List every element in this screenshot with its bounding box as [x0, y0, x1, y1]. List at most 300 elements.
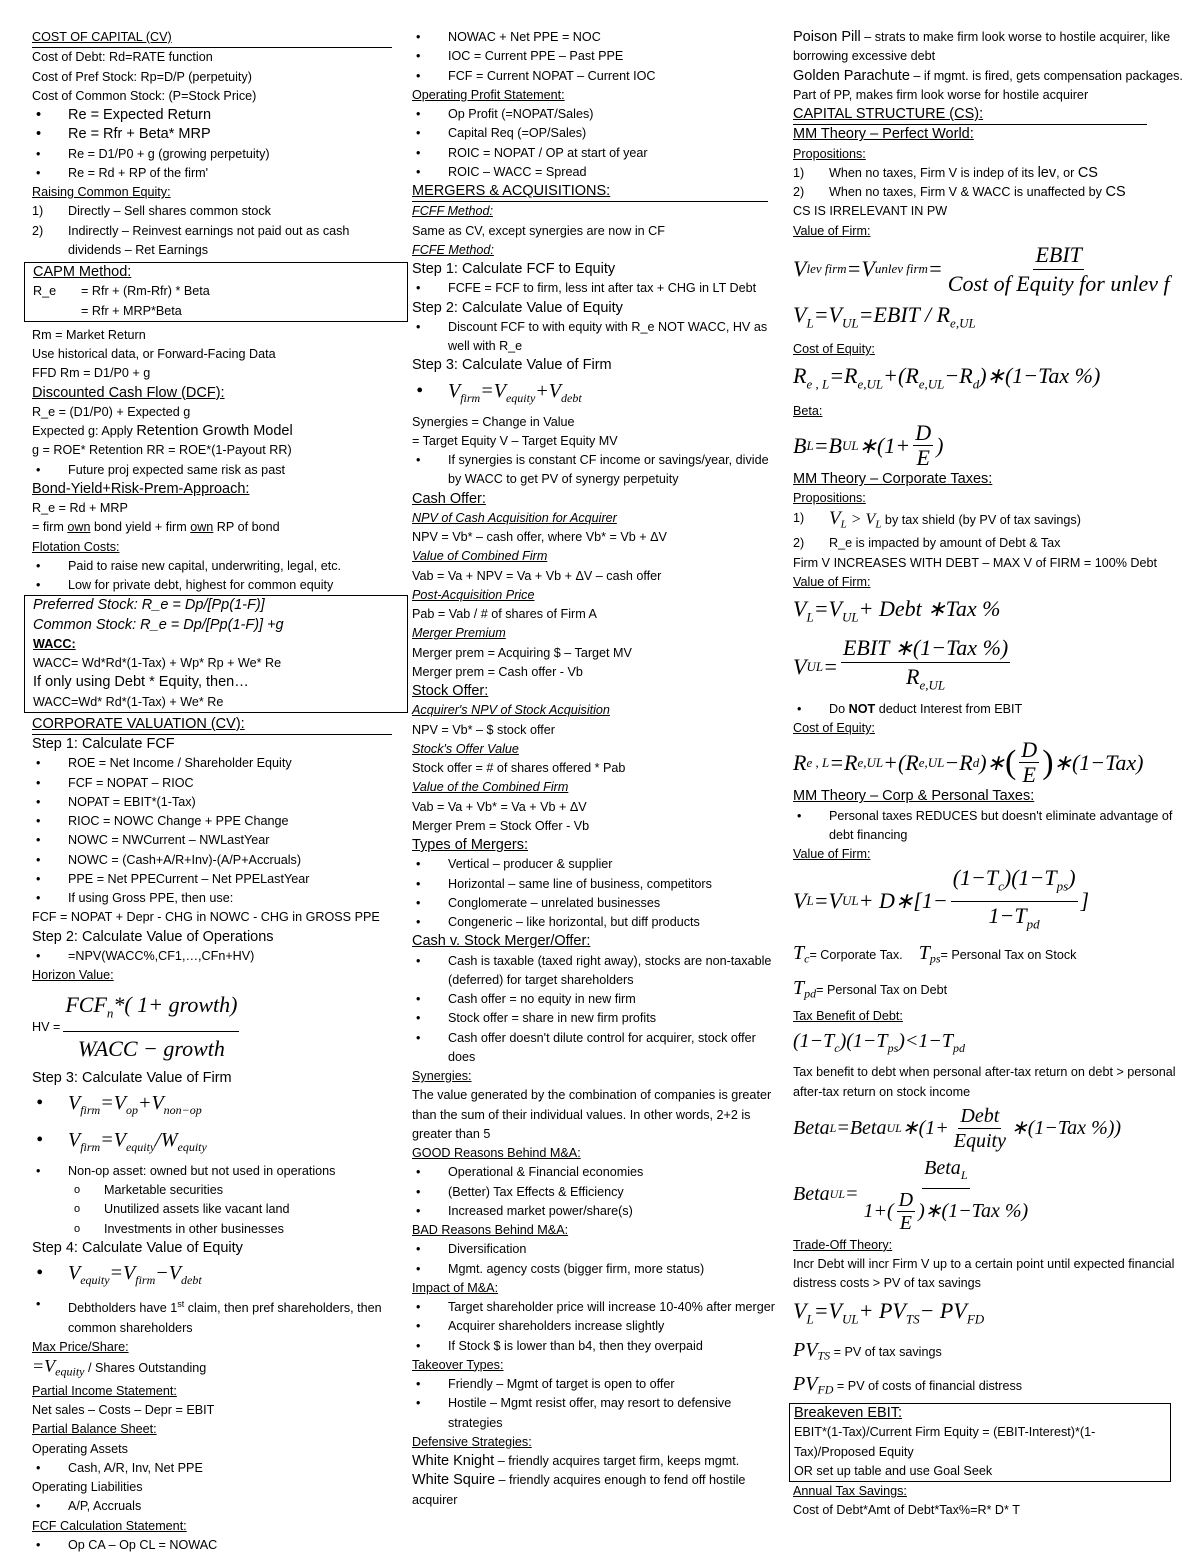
text: own — [67, 520, 91, 535]
text: Equity — [953, 1129, 1006, 1152]
good-reason-bullet: • (Better) Tax Effects & Efficiency — [412, 1183, 784, 1202]
poison-pill-line — [793, 28, 1193, 67]
beta-heading: Beta: — [793, 403, 823, 418]
breakeven-ebit-heading: Breakeven EBIT: — [794, 1405, 902, 1422]
firm-value-formula-1 — [32, 1088, 392, 1125]
cash-v-stock-bullet: • Cash offer doesn't dilute control for acquirer, stock offer does — [412, 1029, 784, 1068]
text: +V — [535, 379, 561, 402]
cash-v-stock-heading: Cash v. Stock Merger/Offer: — [412, 933, 591, 950]
text: ps — [1056, 878, 1069, 894]
text: −R — [944, 749, 973, 775]
text: TS — [817, 1348, 831, 1363]
non-op-asset-bullet: • Non-op asset: owned but not used in operations — [32, 1162, 392, 1181]
text: e,UL — [918, 376, 945, 392]
stock-offer-value-heading: Stock's Offer Value — [412, 741, 519, 756]
text: = PV of costs of financial distress — [833, 1378, 1023, 1393]
synergies-heading: Synergies: — [412, 1069, 472, 1083]
raising-common-equity-heading: Raising Common Equity: — [32, 185, 171, 199]
partial-income-statement-line: Net sales – Costs – Depr = EBIT — [32, 1403, 215, 1418]
text: =R — [829, 363, 858, 389]
capital-structure-heading: CAPITAL STRUCTURE (CS): — [793, 105, 1147, 125]
text: e,UL — [950, 315, 976, 331]
cost-of-pref-stock-line: Cost of Pref Stock: Rp=D/P (perpetuity) — [32, 69, 252, 84]
wacc-note: If only using Debt * Equity, then… — [33, 674, 249, 691]
text: )<1−T — [898, 1030, 954, 1053]
text: – friendly acquires target firm, keeps mgmt. — [494, 1454, 740, 1468]
trade-off-theory-heading: Trade-Off Theory: — [793, 1237, 893, 1252]
text: e,UL — [918, 754, 945, 770]
text: T — [918, 942, 930, 965]
text: debt — [561, 390, 582, 405]
mm-corporate-taxes-heading: MM Theory – Corporate Taxes: — [793, 471, 993, 488]
fcf-calculation-heading: FCF Calculation Statement: — [32, 1518, 187, 1533]
cash-v-stock-bullet: • Cash is taxable (taxed right away), stocks are non-taxable (deferred) for target shareholders — [412, 952, 784, 991]
common-stock-line: Common Stock: R_e = Dp/[Pp(1-F)] +g — [33, 616, 284, 633]
text: )∗(1−Tax %) — [979, 363, 1101, 389]
text: FD — [966, 1311, 985, 1327]
text: e,UL — [857, 754, 884, 770]
text: = — [845, 1183, 859, 1206]
text: V — [793, 301, 807, 327]
cost-of-equity-heading-2: Cost of Equity: — [793, 721, 875, 736]
synergies-bullet: • If synergies is constant CF income or savings/year, divide by WACC to get PV of synergy perpetuity — [412, 451, 784, 490]
rm-line: Rm = Market Return — [32, 327, 146, 342]
cost-of-equity-heading: Cost of Equity: — [793, 342, 875, 357]
npv-cash-line: NPV = Vb* – cash offer, where Vb* = Vb + ΔV — [412, 530, 667, 544]
wacc-formula: WACC= Wd*Rd*(1-Tax) + Wp* Rp + We* Re — [33, 656, 282, 670]
hv-numerator — [63, 988, 239, 1031]
ma-step-2-bullet: • Discount FCF to with equity with R_e NOT WACC, HV as well with R_e — [412, 318, 784, 357]
merger-type-bullet: • Horizontal – same line of business, competitors — [412, 875, 784, 894]
hv-denominator: WACC − growth — [77, 1035, 225, 1061]
step-1-bullet: • NOWC = (Cash+A/R+Inv)-(A/P+Accruals) — [32, 851, 392, 870]
text: T — [793, 976, 805, 999]
bu-fraction — [862, 1155, 1031, 1234]
propositions-heading: Propositions: — [793, 146, 866, 161]
text: =V — [813, 596, 842, 622]
text: e , L — [806, 754, 830, 770]
flotation-bullet: • Low for private debt, highest for common equity — [32, 576, 392, 595]
text: =EBIT / R — [858, 301, 951, 327]
impact-bullet: • Acquirer shareholders increase slightly — [412, 1317, 784, 1336]
text: − PV — [919, 1297, 967, 1323]
text: UL — [841, 437, 859, 453]
debtholders-bullet — [32, 1295, 392, 1338]
text: L — [829, 1121, 837, 1136]
text: V — [448, 379, 461, 402]
value-combined-firm-heading-2: Value of the Combined Firm — [412, 780, 569, 795]
text: = firm — [32, 520, 68, 535]
text: V — [793, 1297, 807, 1323]
step-1-bullet: • NOWC = NWCurrent – NWLastYear — [32, 831, 392, 850]
text: e , L — [806, 376, 830, 392]
item-number: 2) — [32, 223, 44, 238]
text: pd — [953, 1041, 966, 1056]
wacc-formula: WACC=Wd* Rd*(1-Tax) + We* Re — [33, 694, 224, 709]
paren: ( — [1004, 743, 1017, 781]
text: =V — [109, 1262, 136, 1285]
text: equity — [505, 390, 536, 405]
tax-benefit-of-debt-heading: Tax Benefit of Debt: — [793, 1009, 903, 1024]
stock-offer-value-line: Stock offer = # of shares offered * Pab — [412, 761, 626, 775]
corp-proposition-1 — [793, 509, 1193, 535]
text: T — [793, 942, 805, 965]
text: EBIT ∗(1−Tax %) — [841, 634, 1010, 663]
text: Beta — [793, 1117, 830, 1140]
value-l-formula — [793, 298, 1193, 340]
text: +V — [137, 1091, 164, 1114]
text: Beta — [924, 1156, 961, 1179]
step-1-bullet: • ROE = Net Income / Shareholder Equity — [32, 754, 392, 773]
preferred-stock-line: Preferred Stock: R_e = Dp/[Pp(1-F)] — [33, 597, 265, 614]
text: )∗(1−Tax %) — [918, 1200, 1029, 1223]
text: UL — [886, 1121, 902, 1136]
bu-inner-fraction — [897, 1189, 915, 1234]
dcf-growth-prefix: Expected g: Apply — [32, 424, 137, 438]
tax-definitions-line — [793, 938, 1193, 974]
text: =V — [100, 1128, 126, 1151]
value-l-personal-tax-formula — [793, 864, 1193, 938]
text: CS — [1077, 164, 1098, 181]
text: – strats to make firm look worse to hostile acquirer, like borrowing excessive debt — [793, 30, 1171, 64]
text: bond yield + firm — [90, 520, 191, 535]
annual-tax-savings-line: Cost of Debt*Amt of Debt*Tax%=R* D* T — [793, 1503, 1020, 1518]
ioc-bullet: • IOC = Current PPE – Past PPE — [412, 47, 784, 66]
step-1-bullet: • PPE = Net PPECurrent – Net PPELastYear — [32, 870, 392, 889]
white-squire-line — [412, 1471, 784, 1510]
operating-profit-heading: Operating Profit Statement: — [412, 87, 565, 102]
text: st — [177, 1299, 185, 1310]
fcfe-method-heading: FCFE Method: — [412, 242, 494, 257]
merger-premium-line: Merger prem = Acquiring $ – Target MV — [412, 645, 632, 660]
capm-formula-1: = Rfr + (Rm-Rfr) * Beta — [81, 284, 210, 299]
text: , or — [1056, 165, 1078, 180]
text: L — [806, 1311, 814, 1327]
ma-step-2-heading: Step 2: Calculate Value of Equity — [412, 299, 623, 316]
re-bullet: • Re = D1/P0 + g (growing perpetuity) — [32, 145, 392, 164]
paren: ) — [1042, 743, 1054, 781]
text: FCF — [65, 992, 107, 1018]
annual-tax-savings-heading: Annual Tax Savings: — [793, 1484, 907, 1499]
retention-growth-model: Retention Growth Model — [136, 423, 293, 439]
dcf-heading: Discounted Cash Flow (DCF): — [32, 384, 225, 401]
value-of-firm-heading: Value of Firm: — [793, 223, 871, 238]
text: =V — [100, 1091, 126, 1114]
text: Debtholders have 1 — [68, 1301, 178, 1316]
cost-of-equity-formula — [793, 359, 1193, 401]
cash-offer-heading: Cash Offer: — [412, 490, 486, 507]
text: *( 1+ growth) — [113, 992, 238, 1018]
ma-step-1-bullet: • FCFE = FCF to firm, less int after tax + CHG in LT Debt — [412, 279, 784, 298]
pv-fd-definition — [793, 1370, 1193, 1404]
flotation-bullet: • Paid to raise new capital, underwriting, legal, etc. — [32, 557, 392, 576]
text: (1−T — [952, 865, 999, 891]
equity-value-formula — [32, 1258, 392, 1295]
partial-balance-sheet-heading: Partial Balance Sheet: — [32, 1422, 157, 1437]
text: UL — [841, 1311, 859, 1327]
operating-assets-label: Operating Assets — [32, 1441, 128, 1456]
vf5-denominator — [987, 902, 1042, 938]
rm-line: Use historical data, or Forward-Facing Data — [32, 347, 276, 361]
text: ∗(1+ — [858, 432, 911, 458]
text: V — [68, 1091, 81, 1114]
cash-v-stock-bullet: • Cash offer = no equity in new firm — [412, 990, 784, 1009]
cost-of-debt-line: Cost of Debt: Rd=RATE function — [32, 50, 213, 65]
merger-type-bullet: • Vertical – producer & supplier — [412, 855, 784, 874]
bad-reason-bullet: • Diversification — [412, 1240, 784, 1259]
synergies-paragraph: The value generated by the combination of companies is greater than the sum of their individual values. In other words, 2+2 is greater than 5 — [412, 1088, 772, 1141]
text: lev firm — [806, 261, 847, 277]
wacc-box — [24, 595, 408, 713]
post-acquisition-price-line: Pab = Vab / # of shares of Firm A — [412, 607, 597, 621]
max-price-share-heading: Max Price/Share: — [32, 1339, 129, 1354]
wacc-heading: WACC: — [33, 636, 76, 651]
text: PV — [793, 1339, 818, 1362]
column-2 — [412, 28, 784, 1510]
text: L — [806, 437, 814, 453]
operating-profit-bullet: • ROIC – WACC = Spread — [412, 163, 784, 182]
cs-irrelevant-line: CS IS IRRELEVANT IN PW — [793, 204, 948, 219]
text: UL — [841, 893, 859, 909]
trade-off-text: Incr Debt will incr Firm V up to a certain point until expected financial distress costs > PV of tax savings — [793, 1257, 1175, 1291]
text: E — [1022, 762, 1036, 788]
pv-ts-definition — [793, 1336, 1193, 1370]
text: D — [915, 420, 932, 446]
golden-parachute-line — [793, 67, 1193, 106]
text: CS — [1105, 184, 1126, 200]
synergies-line: Synergies = Change in Value — [412, 414, 575, 429]
mergers-acquisitions-heading: MERGERS & ACQUISITIONS: — [412, 182, 768, 202]
value-lev-firm-formula — [793, 241, 1193, 298]
text: c — [834, 1041, 840, 1056]
cost-of-equity-tax-formula — [793, 738, 1193, 787]
value-combined-firm-line-2: Vab = Va + Vb* = Va + Vb + ΔV — [412, 799, 587, 814]
bl-fraction — [952, 1104, 1008, 1153]
non-op-sub-bullet: o Unutilized assets like vacant land — [32, 1200, 392, 1219]
bond-yield-line — [32, 518, 392, 537]
text: R_e is impacted by amount of Debt & Tax — [829, 536, 1061, 551]
text: +(R — [883, 749, 919, 775]
defensive-strategies-heading: Defensive Strategies: — [412, 1434, 532, 1449]
text: firm — [80, 1139, 101, 1154]
vf5-fraction — [951, 864, 1078, 938]
text: > V — [846, 510, 876, 528]
takeover-types-heading: Takeover Types: — [412, 1357, 504, 1372]
mm-perfect-world-heading: MM Theory – Perfect World: — [793, 126, 974, 143]
bu-denominator — [862, 1189, 1031, 1234]
stock-offer-heading: Stock Offer: — [412, 683, 489, 699]
text: ∗(1−Tax %)) — [1010, 1117, 1122, 1140]
fcf-bullet: • FCF = Current NOPAT – Current IOC — [412, 67, 784, 86]
merger-premium-line: Merger prem = Cash offer - Vb — [412, 664, 583, 679]
text: V — [793, 888, 807, 914]
text: non−op — [163, 1102, 202, 1117]
text: V — [793, 256, 807, 282]
text: ) — [1068, 865, 1076, 891]
dcf-growth-line — [32, 422, 392, 441]
horizon-value-formula — [32, 988, 392, 1065]
synergies-line: = Target Equity V – Target Equity MV — [412, 433, 618, 448]
cost-of-common-stock-line: Cost of Common Stock: (P=Stock Price) — [32, 88, 257, 103]
operating-assets-bullet: • Cash, A/R, Inv, Net PPE — [32, 1459, 392, 1478]
bu-numerator — [922, 1155, 969, 1189]
text: deduct Interest from EBIT — [875, 701, 1023, 716]
text: firm — [460, 390, 481, 405]
prop-number: 1) — [793, 510, 805, 525]
flotation-costs-heading: Flotation Costs: — [32, 539, 120, 554]
acquirer-npv-heading: Acquirer's NPV of Stock Acquisition — [412, 703, 610, 718]
text: = PV of tax savings — [830, 1345, 942, 1360]
text: Do — [829, 701, 849, 716]
text: = Personal Tax on Debt — [816, 982, 948, 997]
non-op-sub-bullet: o Investments in other businesses — [32, 1220, 392, 1239]
corp-proposition-2 — [793, 534, 1193, 553]
breakeven-ebit-formula: EBIT*(1-Tax)/Current Firm Equity = (EBIT-Interest)*(1-Tax)/Proposed Equity — [794, 1425, 1096, 1459]
text: 1+( — [863, 1200, 894, 1223]
text: =Beta — [836, 1117, 887, 1140]
takeover-bullet: • Friendly – Mgmt of target is open to offer — [412, 1375, 784, 1394]
text: =V — [813, 1297, 842, 1323]
text: V — [829, 507, 841, 529]
text: c — [804, 951, 810, 966]
trade-off-formula — [793, 1294, 1193, 1336]
hv-fraction — [63, 988, 239, 1065]
dcf-line: R_e = (D1/P0) + Expected g — [32, 404, 191, 419]
good-reason-bullet: • Increased market power/share(s) — [412, 1202, 784, 1221]
text: lev — [1037, 164, 1057, 181]
text: d — [972, 376, 980, 392]
vf4-denominator — [904, 663, 947, 699]
merger-premium-heading: Merger Premium — [412, 626, 506, 641]
merger-type-bullet: • Conglomerate – unrelated businesses — [412, 894, 784, 913]
proposition-2 — [793, 183, 1193, 202]
text: + Debt ∗Tax % — [858, 596, 1001, 622]
column-1 — [32, 28, 392, 1555]
step-4-heading: Step 4: Calculate Value of Equity — [32, 1239, 243, 1256]
text: = — [823, 654, 838, 680]
text: V — [793, 654, 807, 680]
step-1-heading: Step 1: Calculate FCF — [32, 736, 175, 752]
text: + PV — [858, 1297, 906, 1323]
text: B — [793, 432, 807, 458]
numbered-item — [32, 202, 392, 221]
text: White Squire — [412, 1472, 496, 1489]
text: firm — [135, 1273, 156, 1288]
cash-v-stock-bullet: • Stock offer = share in new firm profits — [412, 1009, 784, 1028]
text: / Shares Outstanding — [84, 1361, 207, 1376]
value-combined-firm-heading: Value of Combined Firm — [412, 549, 548, 564]
text: =V — [32, 1356, 56, 1377]
text: NOT — [848, 701, 876, 716]
ma-firm-value-formula — [412, 376, 784, 413]
text: = Personal Tax on Stock — [940, 948, 1077, 963]
breakeven-ebit-box — [789, 1403, 1171, 1482]
text: L — [840, 518, 847, 531]
text: L — [806, 609, 814, 625]
text: EBIT — [1033, 241, 1083, 270]
post-acquisition-price-heading: Post-Acquisition Price — [412, 587, 535, 602]
text: Poison Pill — [793, 29, 861, 45]
dcf-line: g = ROE* Retention RR = ROE*(1-Payout RR) — [32, 443, 292, 458]
item-text: Indirectly – Reinvest earnings not paid out as cash dividends – Ret Earnings — [68, 223, 350, 257]
step-1-bullet: • RIOC = NOWC Change + PPE Change — [32, 812, 392, 831]
text: L — [960, 1167, 968, 1182]
text: D — [898, 1188, 914, 1211]
text: + D∗[1− — [858, 888, 948, 914]
text: ps — [929, 951, 941, 966]
text: equity — [55, 1364, 85, 1379]
text: E — [899, 1211, 912, 1234]
value-of-firm-heading-3: Value of Firm: — [793, 847, 871, 862]
beta-unlevered-formula — [793, 1155, 1193, 1234]
text: When no taxes, Firm V & WACC is unaffected by — [829, 185, 1106, 199]
fcf-calculation-bullet: • Op CA – Op CL = NOWAC — [32, 1536, 392, 1555]
numbered-item — [32, 222, 392, 261]
vf1-fraction — [946, 241, 1172, 298]
text: V — [793, 596, 807, 622]
operating-profit-bullet: • ROIC = NOPAT / OP at start of year — [412, 144, 784, 163]
item-text: Directly – Sell shares common stock — [68, 204, 271, 219]
merger-type-bullet: • Congeneric – like horizontal, but diff products — [412, 913, 784, 932]
white-knight-line — [412, 1452, 784, 1471]
noc-bullet: • NOWAC + Net PPE = NOC — [412, 28, 784, 47]
text: d — [972, 754, 980, 770]
operating-profit-bullet: • Op Profit (=NOPAT/Sales) — [412, 105, 784, 124]
text: =V — [813, 888, 842, 914]
text: L — [806, 315, 814, 331]
text: equity — [125, 1139, 156, 1154]
text: )∗ — [979, 749, 1005, 775]
prop-number: 1) — [793, 165, 805, 180]
prop-number: 2) — [793, 185, 805, 199]
dcf-bullet: • Future proj expected same risk as past — [32, 461, 392, 480]
step-1-bullet: • NOPAT = EBIT*(1-Tax) — [32, 793, 392, 812]
horizon-value-heading: Horizon Value: — [32, 968, 114, 982]
good-reasons-heading: GOOD Reasons Behind M&A: — [412, 1146, 581, 1160]
text: TS — [905, 1311, 920, 1327]
tax-benefit-formula — [793, 1026, 1193, 1063]
text: UL — [841, 609, 859, 625]
text: )(1−T — [839, 1030, 888, 1053]
vf4-fraction — [841, 634, 1010, 699]
text: Debt — [960, 1104, 1000, 1127]
tax-debt-definition-line — [793, 974, 1193, 1008]
non-op-sub-bullet: o Marketable securities — [32, 1181, 392, 1200]
text: RP of bond — [213, 520, 280, 535]
text: firm — [80, 1102, 101, 1117]
takeover-bullet: • Hostile – Mgmt resist offer, may resort to defensive strategies — [412, 1394, 784, 1433]
no-deduct-interest-bullet — [793, 700, 1193, 719]
breakeven-goal-seek-line: OR set up table and use Goal Seek — [794, 1463, 993, 1478]
bond-yield-line: R_e = Rd + MRP — [32, 501, 128, 515]
corporate-valuation-heading: CORPORATE VALUATION (CV): — [32, 715, 392, 735]
text: =R — [829, 749, 858, 775]
text: =V — [480, 379, 506, 402]
types-of-mergers-heading: Types of Mergers: — [412, 837, 529, 853]
text: R — [793, 363, 807, 389]
impact-bullet: • Target shareholder price will increase 10-40% after merger — [412, 1298, 784, 1317]
proposition-1 — [793, 164, 1193, 183]
text: claim, then pref shareholders, then common shareholders — [68, 1301, 382, 1335]
text: R — [906, 664, 920, 690]
value-ul-formula — [793, 634, 1193, 699]
ma-step-3-heading: Step 3: Calculate Value of Firm — [412, 357, 612, 374]
operating-profit-bullet: • Capital Req (=OP/Sales) — [412, 124, 784, 143]
text: R — [793, 749, 807, 775]
text: Beta — [793, 1183, 830, 1206]
text: UL — [841, 315, 859, 331]
text: ] — [1080, 888, 1090, 914]
